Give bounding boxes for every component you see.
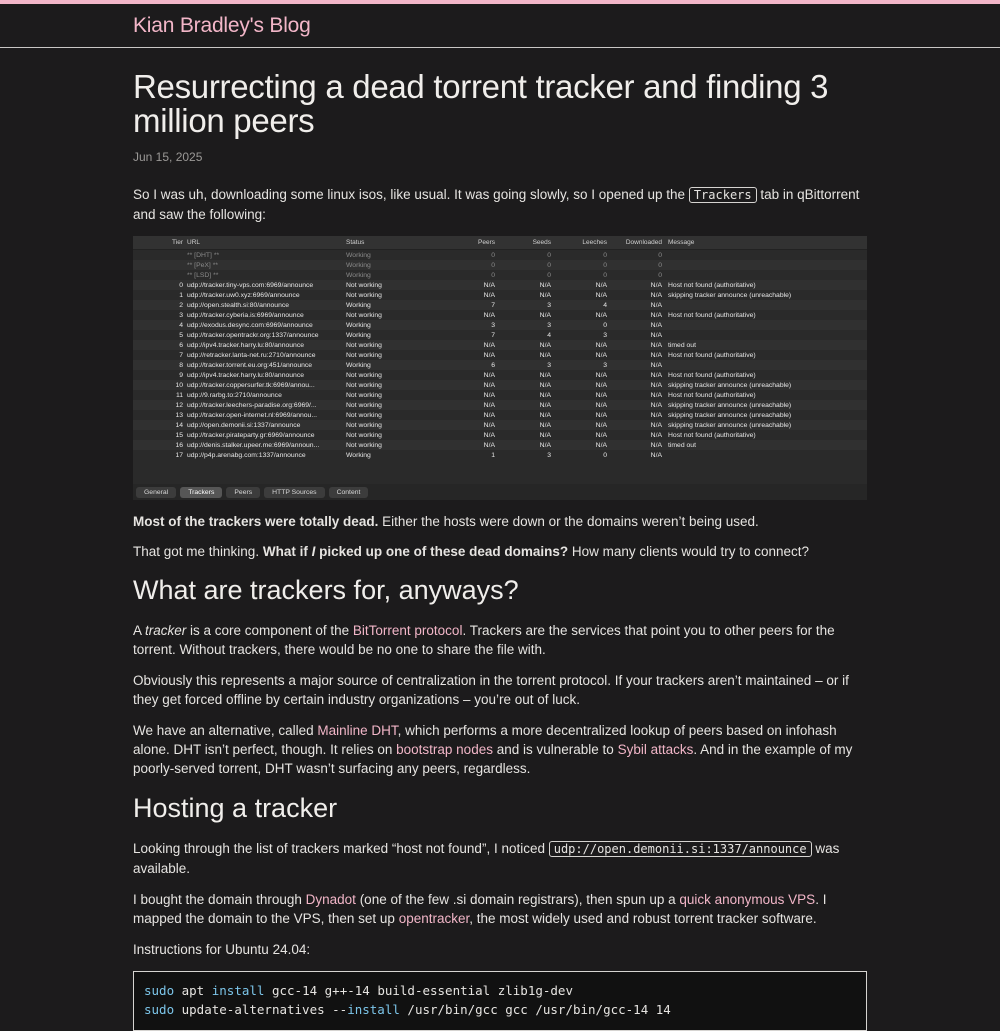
cell-status: Not working: [346, 371, 382, 379]
setup-paragraph: [133, 890, 867, 928]
intro-paragraph: [133, 185, 867, 224]
inline-code-demonii-url: udp://open.demonii.si:1337/announce: [549, 841, 812, 857]
cell-status: Working: [346, 321, 371, 329]
cell-seeds: N/A: [539, 371, 551, 379]
column-header-url: URL: [187, 239, 201, 246]
tab-trackers[interactable]: Trackers: [180, 487, 222, 498]
cell-url: udp://tracker.tiny-vps.com:6969/announce: [187, 281, 314, 289]
tracker-row[interactable]: [133, 350, 867, 360]
text: , the most widely used and robust torrent tracker software.: [469, 911, 817, 926]
cell-status: Not working: [346, 421, 382, 429]
code-text: /usr/bin/gcc gcc /usr/bin/gcc-14 14: [399, 1002, 671, 1017]
link-dynadot[interactable]: Dynadot: [305, 892, 356, 907]
cell-url: udp://p4p.arenabg.com:1337/announce: [187, 451, 306, 459]
column-header-seeds: Seeds: [532, 239, 551, 246]
text: , which performs a more decentralized lookup of peers based on infohash alone. DHT isn’t perfect, though. It relies on: [133, 723, 837, 757]
cell-seeds: 3: [547, 321, 551, 329]
text: How many clients would try to connect?: [568, 544, 809, 559]
text: . Trackers are the services that point you to other peers for the torrent. Without trackers, there would be no one to share the file with.: [133, 623, 835, 657]
cell-status: Not working: [346, 281, 382, 289]
cell-message: timed out: [668, 441, 696, 449]
cell-url: udp://tracker.leechers-paradise.org:6969/...: [187, 401, 317, 409]
code-text: apt: [174, 983, 212, 998]
text: . I mapped the domain to the VPS, then set up: [133, 892, 827, 926]
cell-downloaded: 0: [658, 271, 662, 279]
italic-text: tracker: [145, 623, 187, 638]
cell-seeds: N/A: [539, 411, 551, 419]
cell-status: Working: [346, 261, 371, 269]
cell-leeches: 0: [603, 271, 607, 279]
cell-leeches: 0: [603, 321, 607, 329]
cell-seeds: 3: [547, 301, 551, 309]
cell-leeches: N/A: [595, 311, 607, 319]
tracker-row[interactable]: [133, 450, 867, 460]
cell-seeds: N/A: [539, 421, 551, 429]
cell-peers: N/A: [483, 341, 495, 349]
cell-leeches: N/A: [595, 411, 607, 419]
centralization-paragraph: Obviously this represents a major source of centralization in the torrent protocol. If your trackers aren’t maintained – or if they get forced offline by certain industry organizations – you’re out of luck.: [133, 673, 849, 707]
heading-hosting-a-tracker: Hosting a tracker: [133, 793, 338, 823]
cell-leeches: N/A: [595, 341, 607, 349]
text: and is vulnerable to: [492, 742, 618, 757]
tracker-row[interactable]: [133, 250, 867, 260]
tab-content[interactable]: Content: [329, 487, 369, 498]
tab-http-sources[interactable]: HTTP Sources: [264, 487, 324, 498]
cell-leeches: N/A: [595, 381, 607, 389]
heading-what-are-trackers: What are trackers for, anyways?: [133, 575, 519, 605]
post-title: Resurrecting a dead torrent tracker and finding 3 million peers: [133, 68, 829, 139]
cell-url: ** [LSD] **: [187, 271, 219, 279]
text: picked up one of these dead domains?: [315, 544, 569, 559]
cell-tier: 2: [179, 301, 183, 309]
cell-peers: 7: [491, 301, 495, 309]
text: Looking through the list of trackers marked “host not found”, I noticed: [133, 841, 549, 856]
cell-message: Host not found (authoritative): [668, 311, 756, 319]
column-header-message: Message: [668, 239, 695, 246]
bold-question: [263, 544, 568, 559]
site-header: [0, 4, 1000, 48]
cell-status: Working: [346, 251, 371, 259]
cell-url: udp://exodus.desync.com:6969/announce: [187, 321, 313, 329]
link-mainline-dht[interactable]: Mainline DHT: [317, 723, 398, 738]
dead-trackers-paragraph: [133, 512, 867, 531]
cell-message: Host not found (authoritative): [668, 391, 756, 399]
cell-leeches: N/A: [595, 401, 607, 409]
code-keyword: sudo: [144, 1002, 175, 1017]
cell-url: udp://tracker.torrent.eu.org:451/announce: [187, 361, 313, 369]
cell-downloaded: N/A: [650, 451, 662, 459]
cell-leeches: 3: [603, 361, 607, 369]
tracker-row[interactable]: [133, 420, 867, 430]
cell-tier: 16: [175, 441, 183, 449]
cell-peers: 0: [491, 251, 495, 259]
cell-status: Working: [346, 331, 371, 339]
tab-peers[interactable]: Peers: [226, 487, 260, 498]
cell-seeds: N/A: [539, 341, 551, 349]
cell-tier: 11: [175, 391, 183, 399]
cell-leeches: 3: [603, 331, 607, 339]
cell-message: skipping tracker announce (unreachable): [668, 411, 792, 419]
cell-seeds: 0: [547, 271, 551, 279]
cell-url: ** [PeX] **: [187, 261, 218, 269]
cell-tier: 8: [179, 361, 183, 369]
column-header-leeches: Leeches: [582, 239, 607, 246]
cell-leeches: N/A: [595, 291, 607, 299]
cell-seeds: N/A: [539, 391, 551, 399]
cell-status: Working: [346, 361, 371, 369]
link-opentracker[interactable]: opentracker: [398, 911, 470, 926]
cell-url: udp://open.demonii.si:1337/announce: [187, 421, 301, 429]
cell-leeches: N/A: [595, 371, 607, 379]
text: I bought the domain through: [133, 892, 306, 907]
cell-tier: 5: [179, 331, 183, 339]
cell-downloaded: 0: [658, 261, 662, 269]
cell-message: Host not found (authoritative): [668, 431, 756, 439]
cell-url: udp://ipv4.tracker.harry.lu:80/announce: [187, 371, 305, 379]
cell-tier: 14: [175, 421, 183, 429]
cell-peers: 7: [491, 331, 495, 339]
tracker-row[interactable]: [133, 290, 867, 300]
site-title-link[interactable]: Kian Bradley's Blog: [133, 13, 311, 37]
column-header-downloaded: Downloaded: [625, 239, 662, 246]
cell-leeches: N/A: [595, 431, 607, 439]
cell-peers: N/A: [483, 351, 495, 359]
link-bootstrap-nodes[interactable]: bootstrap nodes: [396, 742, 493, 757]
cell-downloaded: N/A: [650, 391, 662, 399]
code-text: update-alternatives --: [174, 1002, 348, 1017]
cell-seeds: N/A: [539, 311, 551, 319]
cell-peers: N/A: [483, 401, 495, 409]
thinking-paragraph: [133, 542, 867, 561]
text: is a core component of the: [186, 623, 353, 638]
text: was available.: [133, 841, 840, 876]
cell-status: Not working: [346, 441, 382, 449]
cell-url: udp://tracker.uw0.xyz:6969/announce: [187, 291, 300, 299]
text: . And in the example of my poorly-served torrent, DHT wasn’t surfacing any peers, regardless.: [133, 742, 853, 776]
cell-downloaded: N/A: [650, 291, 662, 299]
cell-leeches: 0: [603, 451, 607, 459]
cell-url: udp://denis.stalker.upeer.me:6969/announ...: [187, 441, 320, 449]
cell-message: skipping tracker announce (unreachable): [668, 421, 792, 429]
cell-message: Host not found (authoritative): [668, 351, 756, 359]
cell-seeds: N/A: [539, 351, 551, 359]
cell-peers: 0: [491, 271, 495, 279]
cell-seeds: 0: [547, 261, 551, 269]
cell-leeches: N/A: [595, 421, 607, 429]
text: That got me thinking.: [133, 544, 263, 559]
cell-leeches: N/A: [595, 441, 607, 449]
cell-peers: N/A: [483, 381, 495, 389]
cell-status: Not working: [346, 311, 382, 319]
cell-peers: N/A: [483, 311, 495, 319]
cell-leeches: 4: [603, 301, 607, 309]
cell-downloaded: N/A: [650, 371, 662, 379]
text: A: [133, 623, 146, 638]
cell-status: Working: [346, 301, 371, 309]
cell-downloaded: 0: [658, 251, 662, 259]
cell-tier: 17: [175, 451, 183, 459]
cell-downloaded: N/A: [650, 321, 662, 329]
cell-url: udp://tracker.pirateparty.gr:6969/announce: [187, 431, 315, 439]
column-header-peers: Peers: [478, 239, 495, 246]
cell-url: udp://tracker.cyberia.is:6969/announce: [187, 311, 304, 319]
cell-message: skipping tracker announce (unreachable): [668, 291, 792, 299]
text: (one of the few .si domain registrars), then spun up a: [355, 892, 680, 907]
cell-status: Working: [346, 451, 371, 459]
tracker-row[interactable]: [133, 370, 867, 380]
text: tab in qBittorrent and saw the following:: [133, 187, 860, 222]
cell-message: skipping tracker announce (unreachable): [668, 381, 792, 389]
text: We have an alternative, called: [133, 723, 318, 738]
tracker-row[interactable]: [133, 280, 867, 290]
cell-status: Working: [346, 271, 371, 279]
cell-url: udp://tracker.opentrackr.org:1337/announce: [187, 331, 319, 339]
cell-url: udp://retracker.lanta-net.ru:2710/announce: [187, 351, 316, 359]
text: Either the hosts were down or the domains weren’t being used.: [378, 514, 759, 529]
cell-status: Not working: [346, 381, 382, 389]
tracker-definition-paragraph: [133, 621, 867, 659]
tracker-row[interactable]: [133, 270, 867, 280]
cell-url: ** [DHT] **: [187, 251, 220, 259]
code-keyword: sudo: [144, 983, 175, 998]
bold-text: Most of the trackers were totally dead.: [133, 514, 379, 529]
cell-tier: 13: [175, 411, 183, 419]
cell-message: Host not found (authoritative): [668, 371, 756, 379]
cell-peers: N/A: [483, 411, 495, 419]
code-keyword: install: [347, 1002, 400, 1017]
cell-message: timed out: [668, 341, 696, 349]
cell-url: udp://tracker.open-internet.nl:6969/annou...: [187, 411, 317, 419]
cell-seeds: N/A: [539, 431, 551, 439]
cell-peers: N/A: [483, 281, 495, 289]
column-header-tier: Tier: [172, 239, 183, 246]
cell-tier: 15: [175, 431, 183, 439]
tracker-row[interactable]: [133, 390, 867, 400]
cell-message: Host not found (authoritative): [668, 281, 756, 289]
dht-paragraph: [133, 721, 867, 778]
cell-downloaded: N/A: [650, 431, 662, 439]
cell-tier: 10: [175, 381, 183, 389]
tracker-row[interactable]: [133, 330, 867, 340]
instructions-label: Instructions for Ubuntu 24.04:: [133, 942, 311, 957]
cell-leeches: N/A: [595, 391, 607, 399]
cell-downloaded: N/A: [650, 421, 662, 429]
cell-downloaded: N/A: [650, 311, 662, 319]
qbittorrent-trackers-screenshot: [133, 236, 867, 500]
cell-peers: 0: [491, 261, 495, 269]
cell-url: udp://tracker.coppersurfer.tk:6969/annou...: [187, 381, 315, 389]
tracker-table-body: [133, 250, 867, 460]
text: What if: [262, 544, 312, 559]
cell-url: udp://9.rarbg.to:2710/announce: [187, 391, 282, 399]
cell-peers: N/A: [483, 391, 495, 399]
tracker-row[interactable]: [133, 260, 867, 270]
cell-peers: N/A: [483, 371, 495, 379]
cell-tier: 4: [179, 321, 183, 329]
cell-downloaded: N/A: [650, 281, 662, 289]
cell-status: Not working: [346, 391, 382, 399]
cell-message: skipping tracker announce (unreachable): [668, 401, 792, 409]
cell-status: Not working: [346, 411, 382, 419]
inline-code-trackers: Trackers: [689, 187, 757, 203]
cell-url: udp://ipv4.tracker.harry.lu:80/announce: [187, 341, 305, 349]
code-keyword: install: [211, 983, 265, 998]
link-sybil-attacks[interactable]: Sybil attacks: [617, 742, 694, 757]
cell-downloaded: N/A: [650, 441, 662, 449]
cell-seeds: 4: [547, 331, 551, 339]
cell-downloaded: N/A: [650, 361, 662, 369]
cell-seeds: 3: [547, 451, 551, 459]
cell-leeches: N/A: [595, 281, 607, 289]
cell-tier: 3: [179, 311, 183, 319]
link-quick-anonymous-vps[interactable]: quick anonymous VPS: [679, 892, 816, 907]
italic-text: I: [311, 544, 316, 559]
cell-seeds: 0: [547, 251, 551, 259]
cell-downloaded: N/A: [650, 411, 662, 419]
cell-peers: 1: [491, 451, 495, 459]
cell-status: Not working: [346, 431, 382, 439]
cell-downloaded: N/A: [650, 381, 662, 389]
code-text: gcc-14 g++-14 build-essential zlib1g-dev: [264, 983, 573, 998]
cell-leeches: N/A: [595, 351, 607, 359]
cell-url: udp://open.stealth.si:80/announce: [187, 301, 290, 309]
column-header-status: Status: [346, 239, 365, 246]
tracker-row[interactable]: [133, 440, 867, 450]
cell-peers: N/A: [483, 421, 495, 429]
cell-peers: N/A: [483, 441, 495, 449]
cell-downloaded: N/A: [650, 331, 662, 339]
post-content: [133, 48, 867, 1031]
cell-tier: 9: [179, 371, 183, 379]
link-bittorrent-protocol[interactable]: BitTorrent protocol: [352, 623, 463, 638]
cell-seeds: N/A: [539, 291, 551, 299]
cell-status: Not working: [346, 341, 382, 349]
cell-status: Not working: [346, 351, 382, 359]
cell-downloaded: N/A: [650, 341, 662, 349]
tracker-row[interactable]: [133, 310, 867, 320]
cell-tier: 0: [179, 281, 183, 289]
cell-seeds: N/A: [539, 401, 551, 409]
tracker-table-header: [133, 236, 867, 250]
cell-downloaded: N/A: [650, 351, 662, 359]
properties-tab-bar: [133, 484, 867, 500]
tracker-row[interactable]: [133, 410, 867, 420]
cell-tier: 12: [175, 401, 183, 409]
cell-status: Not working: [346, 291, 382, 299]
cell-seeds: N/A: [539, 281, 551, 289]
tracker-row[interactable]: [133, 320, 867, 330]
cell-seeds: 3: [547, 361, 551, 369]
cell-peers: N/A: [483, 291, 495, 299]
tracker-row[interactable]: [133, 340, 867, 350]
tracker-row[interactable]: [133, 400, 867, 410]
text: So I was uh, downloading some linux isos, like usual. It was going slowly, so I opened up the: [133, 187, 689, 202]
tab-general[interactable]: General: [136, 487, 176, 498]
cell-seeds: N/A: [539, 381, 551, 389]
cell-tier: 7: [179, 351, 183, 359]
tracker-row[interactable]: [133, 380, 867, 390]
cell-tier: 1: [179, 291, 183, 299]
domain-available-paragraph: [133, 839, 867, 878]
cell-peers: 3: [491, 321, 495, 329]
cell-seeds: N/A: [539, 441, 551, 449]
cell-status: Not working: [346, 401, 382, 409]
cell-tier: 6: [179, 341, 183, 349]
cell-leeches: 0: [603, 261, 607, 269]
tracker-row[interactable]: [133, 360, 867, 370]
tracker-row[interactable]: [133, 300, 867, 310]
install-code-block[interactable]: [133, 971, 867, 1031]
cell-downloaded: N/A: [650, 301, 662, 309]
cell-downloaded: N/A: [650, 401, 662, 409]
post-date: Jun 15, 2025: [133, 150, 203, 164]
cell-peers: 6: [491, 361, 495, 369]
cell-leeches: 0: [603, 251, 607, 259]
tracker-row[interactable]: [133, 430, 867, 440]
cell-peers: N/A: [483, 431, 495, 439]
